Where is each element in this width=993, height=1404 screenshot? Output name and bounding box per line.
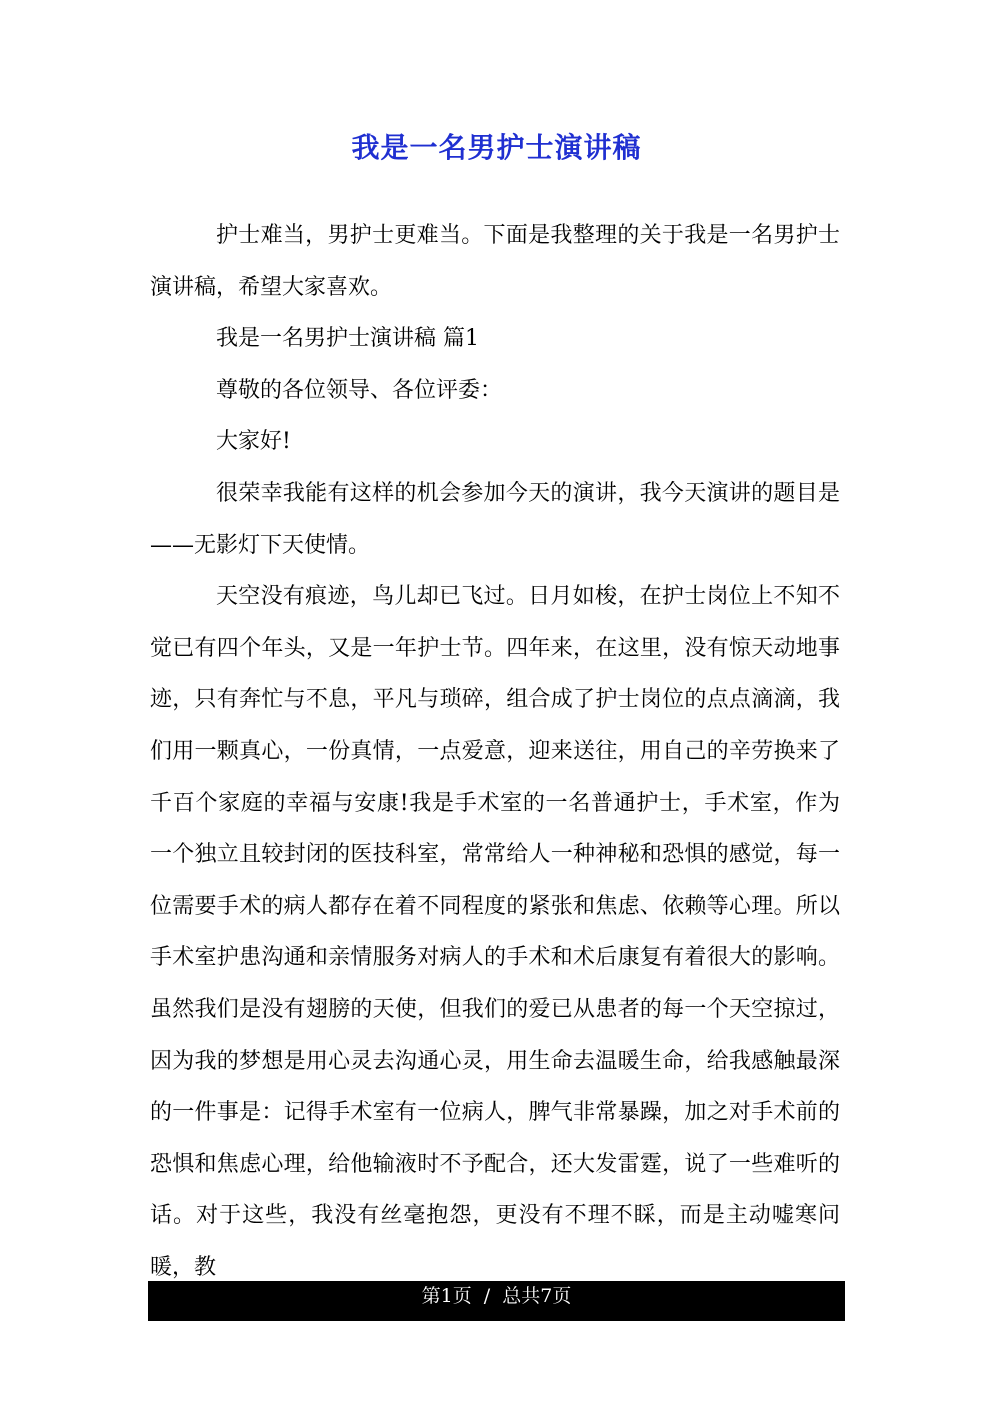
intro-paragraph: 护士难当，男护士更难当。下面是我整理的关于我是一名男护士演讲稿，希望大家喜欢。 [150, 223, 840, 300]
document-title: 我是一名男护士演讲稿 [351, 131, 642, 164]
document-body [150, 210, 840, 1293]
section-heading: 我是一名男护士演讲稿 篇1 [216, 326, 479, 352]
salutation: 尊敬的各位领导、各位评委： [216, 377, 503, 403]
main-paragraph: 天空没有痕迹，鸟儿却已飞过。日月如梭，在护士岗位上不知不觉已有四个年头，又是一年护士节。四年来，在这里，没有惊天动地事迹，只有奔忙与不息，平凡与琐碎，组合成了护士岗位的点点滴滴，我们用一颗真心，一份真情，一点爱意，迎来送往，用自己的辛劳换来了千百个家庭的幸福与安康!我是手术室的一名普通护士，手术室，作为一个独立且较封闭的医技科室，常常给人一种神秘和恐惧的感觉，每一位需要手术的病人都存在着不同程度的紧张和焦虑、依赖等心理。所以手术室护患沟通和亲情服务对病人的手术和术后康复有着很大的影响。虽然我们是没有翅膀的天使，但我们的爱已从患者的每一个天空掠过，因为我的梦想是用心灵去沟通心灵，用生命去温暖生命，给我感触最深的一件事是：记得手术室有一位病人，脾气非常暴躁，加之对手术前的恐惧和焦虑心理，给他输液时不予配合，还大发雷霆，说了一些难听的话。对于这些，我没有丝毫抱怨，更没有不理不睬，而是主动嘘寒问暖，教 [150, 584, 840, 1280]
greeting: 大家好! [216, 429, 291, 455]
opening-paragraph: 很荣幸我能有这样的机会参加今天的演讲，我今天演讲的题目是——无影灯下天使情。 [150, 480, 840, 558]
page-number-label: 第1页 / 总共7页 [421, 1285, 572, 1307]
page-footer [148, 1281, 845, 1321]
